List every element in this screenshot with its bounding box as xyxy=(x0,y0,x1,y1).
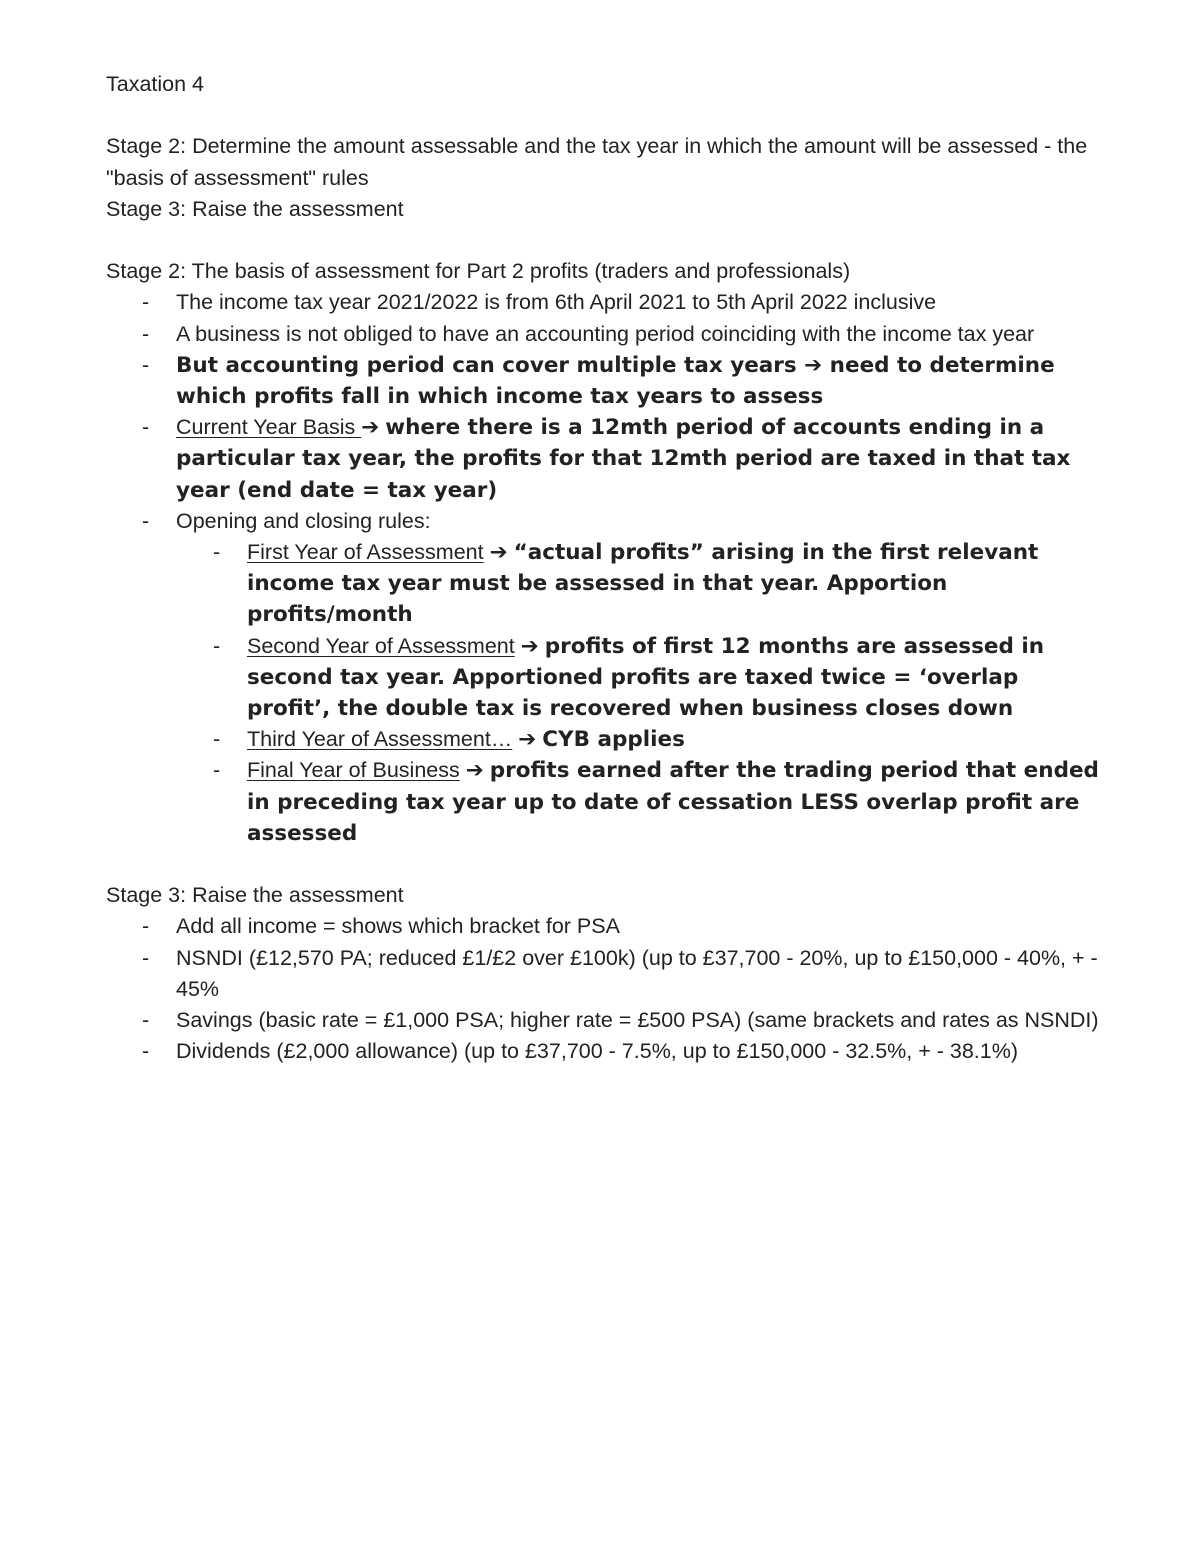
list-item xyxy=(106,943,1106,1005)
arrow-icon: ➔ xyxy=(489,540,508,566)
term-first-year: First Year of Assessment xyxy=(247,540,484,565)
opening-closing-sublist xyxy=(176,537,1106,849)
arrow-icon: ➔ xyxy=(465,758,484,784)
sub-item-final-year xyxy=(176,755,1106,849)
list-item-text: Savings (basic rate = £1,000 PSA; higher rate = £500 PSA) (same brackets and rates as NSNDI) xyxy=(176,1008,1099,1033)
term-description: profits earned after the trading period that ended in preceding tax year up to date of cessation LESS overlap profit are assessed xyxy=(247,758,1099,846)
bullet-dash: - xyxy=(142,352,150,377)
bullet-dash: - xyxy=(142,415,150,440)
bullet-dash: - xyxy=(142,1039,150,1064)
term-second-year: Second Year of Assessment xyxy=(247,633,515,658)
sub-item-third-year xyxy=(176,724,1106,755)
list-item xyxy=(106,287,1106,318)
list-item xyxy=(106,350,1106,412)
document-page xyxy=(106,69,1106,1067)
list-item-text: A business is not obliged to have an accounting period coinciding with the income tax year xyxy=(176,321,1035,346)
bullet-dash: - xyxy=(142,508,150,533)
list-item-text: The income tax year 2021/2022 is from 6th April 2021 to 5th April 2022 inclusive xyxy=(176,290,937,315)
section-2-heading: Stage 3: Raise the assessment xyxy=(106,883,404,908)
document-title: Taxation 4 xyxy=(106,72,205,96)
list-item xyxy=(106,911,1106,942)
bullet-dash: - xyxy=(213,540,221,565)
section-1-list xyxy=(106,287,1106,849)
bullet-dash: - xyxy=(213,633,221,658)
list-item-text: Opening and closing rules: xyxy=(176,508,431,533)
spacer xyxy=(106,100,1106,131)
arrow-icon: ➔ xyxy=(520,633,539,659)
arrow-icon: ➔ xyxy=(361,415,380,441)
spacer xyxy=(106,849,1106,880)
term-description: where there is a 12mth period of accounts ending in a particular tax year, the profits for that 12mth period are taxed in that tax year (end date = tax year) xyxy=(176,415,1071,503)
term-description: CYB applies xyxy=(542,727,685,753)
bullet-dash: - xyxy=(142,914,150,939)
list-item-text: Add all income = shows which bracket for PSA xyxy=(176,914,620,939)
list-item xyxy=(106,1036,1106,1067)
list-item-text: Dividends (£2,000 allowance) (up to £37,700 - 7.5%, up to £150,000 - 32.5%, + - 38.1%) xyxy=(176,1039,1019,1064)
bullet-dash: - xyxy=(213,758,221,783)
bullet-dash: - xyxy=(213,727,221,752)
bullet-dash: - xyxy=(142,1008,150,1033)
term-third-year: Third Year of Assessment… xyxy=(247,727,513,752)
list-item-opening-closing xyxy=(106,506,1106,849)
term-final-year: Final Year of Business xyxy=(247,758,460,783)
list-item xyxy=(106,1005,1106,1036)
list-item-current-year-basis xyxy=(106,412,1106,506)
term-description: profits of first 12 months are assessed in second tax year. Apportioned profits are taxed twice = ‘overlap profit’, the double tax is recovered when business closes down xyxy=(247,633,1045,722)
arrow-icon: ➔ xyxy=(518,727,537,753)
list-item xyxy=(106,319,1106,350)
list-item-text-bold: But accounting period can cover multiple tax years ➔ need to determine which profits fall in which income tax years to assess xyxy=(176,352,1055,409)
section-2-list xyxy=(106,911,1106,1067)
bullet-dash: - xyxy=(142,321,150,346)
section-1-heading: Stage 2: The basis of assessment for Part 2 profits (traders and professionals) xyxy=(106,259,851,284)
intro-stage-2: Stage 2: Determine the amount assessable and the tax year in which the amount will be assessed - the "basis of assessment" rules xyxy=(106,134,1088,190)
intro-stage-3: Stage 3: Raise the assessment xyxy=(106,196,404,221)
term-current-year-basis: Current Year Basis xyxy=(176,415,362,440)
spacer xyxy=(106,225,1106,256)
sub-item-second-year xyxy=(176,631,1106,725)
bullet-dash: - xyxy=(142,290,150,315)
list-item-text: NSNDI (£12,570 PA; reduced £1/£2 over £100k) (up to £37,700 - 20%, up to £150,000 - 40%, + - 45% xyxy=(176,945,1098,1001)
bullet-dash: - xyxy=(142,945,150,970)
sub-item-first-year xyxy=(176,537,1106,631)
term-description: “actual profits” arising in the first relevant income tax year must be assessed in that year. Apportion profits/month xyxy=(247,540,1039,628)
